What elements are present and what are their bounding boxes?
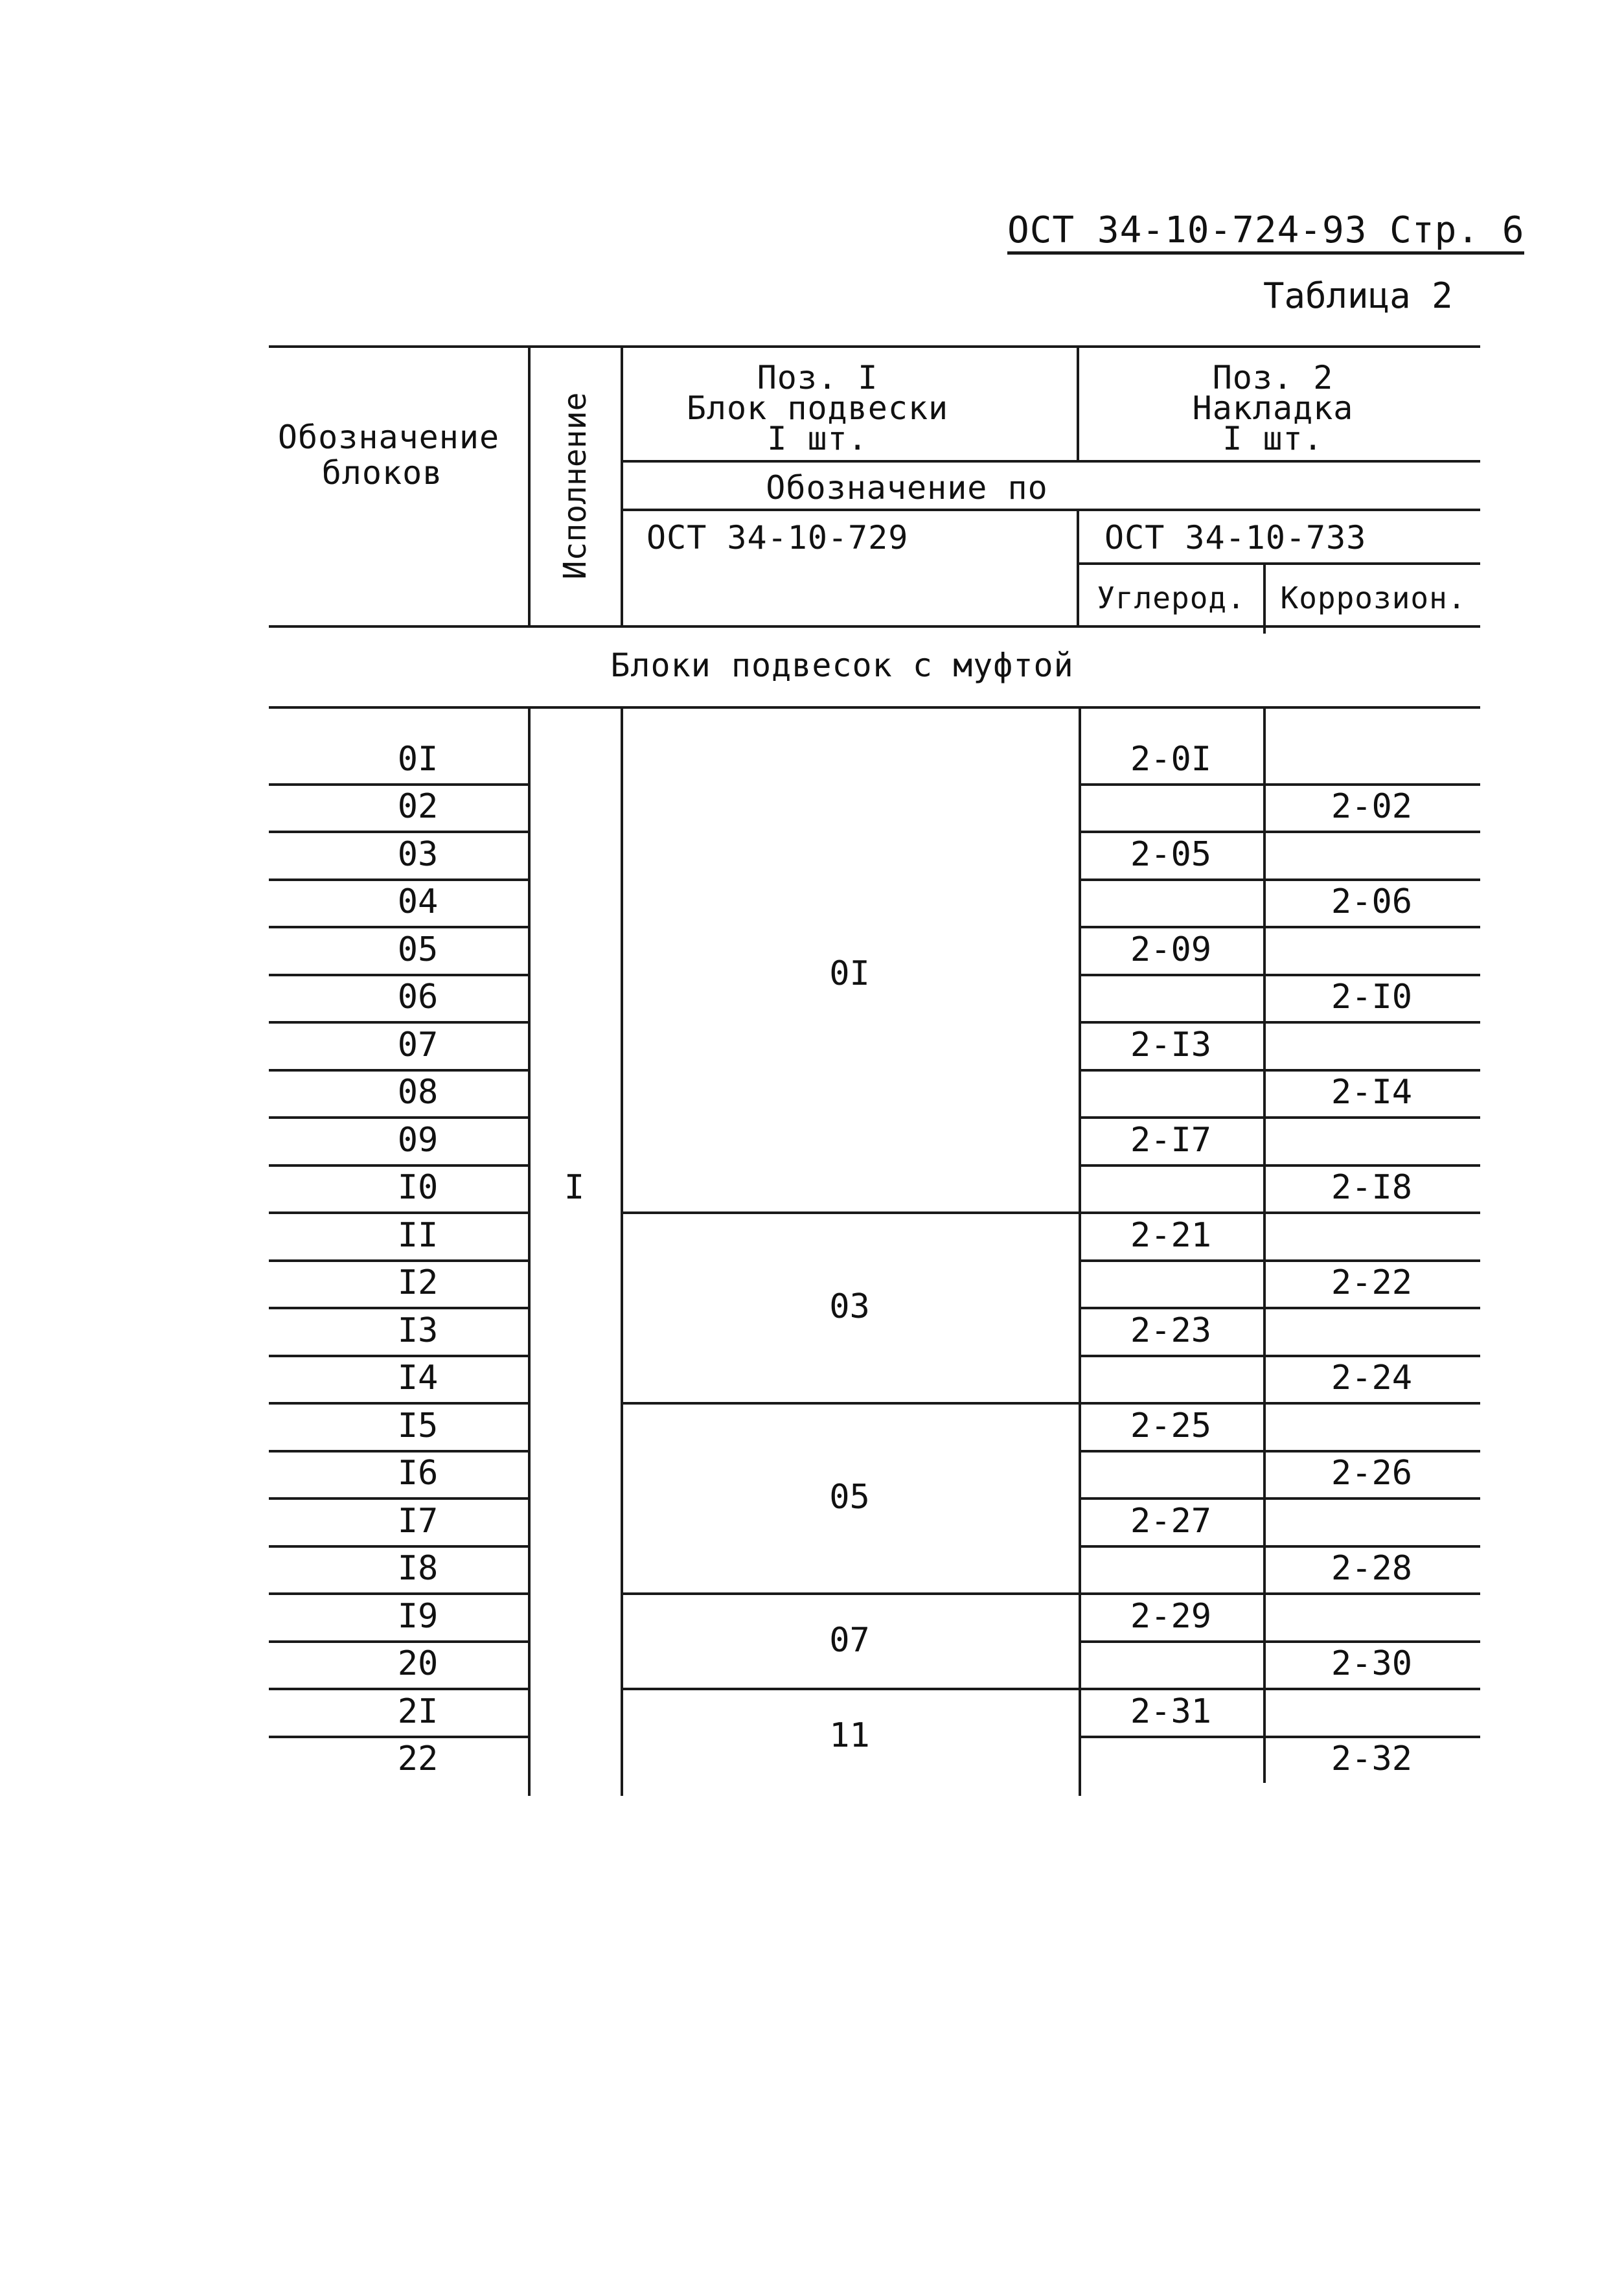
group-rule	[621, 1592, 1079, 1595]
header-rule-2	[622, 509, 1480, 511]
pos1-group-label: 03	[829, 1287, 870, 1326]
row-rule-pos2	[1079, 1259, 1480, 1262]
row-rule-pos2	[1079, 1497, 1480, 1500]
block-designation: 0I	[397, 739, 439, 779]
row-rule-block	[269, 1164, 528, 1167]
block-designation: I2	[397, 1263, 439, 1303]
carbon-value: 2-23	[1130, 1311, 1212, 1350]
carbon-value: 2-I7	[1130, 1120, 1212, 1160]
pos1-line2: Блок подвески	[686, 389, 949, 427]
block-designation: 07	[397, 1025, 439, 1064]
execution-value: I	[564, 1168, 585, 1208]
row-rule-pos2	[1079, 783, 1480, 786]
header-top-rule	[269, 345, 1480, 348]
row-rule-block	[269, 1450, 528, 1453]
row-rule-block	[269, 1736, 528, 1738]
corrosion-value: 2-32	[1331, 1740, 1413, 1779]
section-title: Блоки подвесок с муфтой	[610, 647, 1074, 684]
corrosion-value: 2-06	[1331, 882, 1413, 922]
header-rule-1	[622, 460, 1480, 463]
block-designation: I9	[397, 1596, 439, 1636]
row-rule-pos2	[1079, 1545, 1480, 1548]
block-designation: I3	[397, 1311, 439, 1350]
row-rule-pos2	[1079, 878, 1480, 881]
row-rule-pos2	[1079, 1355, 1480, 1357]
header-divider-3	[1077, 345, 1079, 460]
row-rule-pos2	[1079, 1402, 1480, 1405]
body-divider-pos1	[621, 706, 623, 1796]
pos1-group-label: 07	[829, 1620, 870, 1660]
pos2-line3: I шт.	[1222, 420, 1323, 457]
carbon-value: 2-09	[1130, 930, 1212, 969]
row-rule-block	[269, 1688, 528, 1690]
block-designation: 2I	[397, 1692, 439, 1731]
block-designation: 22	[397, 1740, 439, 1779]
block-designation: 09	[397, 1120, 439, 1160]
corrosion-value: 2-I8	[1331, 1168, 1413, 1208]
row-rule-pos2	[1079, 1116, 1480, 1119]
block-designation: I0	[397, 1168, 439, 1208]
header-bottom-rule	[269, 625, 1480, 628]
block-designation: II	[397, 1215, 439, 1255]
row-rule-pos2	[1079, 1211, 1480, 1214]
standard-pos2: ОСТ 34-10-733	[1104, 519, 1367, 557]
pos2-line1: Поз. 2	[1212, 359, 1334, 396]
header-divider-2	[621, 345, 623, 625]
block-designation: 04	[397, 882, 439, 922]
carbon-value: 2-05	[1130, 834, 1212, 874]
row-rule-pos2	[1079, 1592, 1480, 1595]
pos1-group-label: 11	[829, 1716, 870, 1755]
body-divider-exec	[528, 706, 531, 1796]
block-designation: 03	[397, 834, 439, 874]
header-divider-1	[528, 345, 531, 625]
row-rule-pos2	[1079, 1450, 1480, 1453]
corrosion-value: 2-24	[1331, 1359, 1413, 1398]
corrosion-value: 2-I4	[1331, 1073, 1413, 1112]
row-rule-pos2	[1079, 1164, 1480, 1167]
row-rule-block	[269, 1497, 528, 1500]
row-rule-block	[269, 1021, 528, 1024]
row-rule-pos2	[1079, 1736, 1480, 1738]
pos1-line1: Поз. I	[757, 359, 878, 396]
row-rule-block	[269, 1259, 528, 1262]
corrosion-value: 2-30	[1331, 1644, 1413, 1684]
row-rule-pos2	[1079, 1688, 1480, 1690]
carbon-value: 2-21	[1130, 1215, 1212, 1255]
block-designation: I7	[397, 1501, 439, 1541]
carbon-value: 2-25	[1130, 1406, 1212, 1445]
standard-pos1: ОСТ 34-10-729	[646, 519, 909, 557]
col-execution: Исполнение	[557, 392, 593, 580]
row-rule-block	[269, 1307, 528, 1309]
block-designation: 08	[397, 1073, 439, 1112]
carbon-value: 2-29	[1130, 1596, 1212, 1636]
row-rule-block	[269, 1116, 528, 1119]
corrosion-value: 2-22	[1331, 1263, 1413, 1303]
col-designation-line1: Обозначение	[277, 419, 500, 456]
row-rule-block	[269, 926, 528, 928]
block-designation: 02	[397, 787, 439, 827]
row-rule-pos2	[1079, 974, 1480, 976]
table-label: Таблица 2	[1263, 275, 1453, 316]
pos1-group-label: 0I	[829, 954, 870, 993]
row-rule-block	[269, 1592, 528, 1595]
row-rule-block	[269, 1355, 528, 1357]
row-rule-block	[269, 1640, 528, 1643]
sub-carbon: Углерод.	[1097, 580, 1246, 615]
body-divider-carbon	[1079, 706, 1081, 1796]
pos2-line2: Накладка	[1192, 389, 1354, 427]
header-rule-3	[1079, 562, 1480, 565]
row-rule-block	[269, 878, 528, 881]
group-rule	[621, 1402, 1079, 1405]
row-rule-pos2	[1079, 1069, 1480, 1072]
block-designation: I4	[397, 1359, 439, 1398]
row-rule-pos2	[1079, 831, 1480, 833]
block-designation: I5	[397, 1406, 439, 1445]
row-rule-block	[269, 1211, 528, 1214]
sub-corrosion: Коррозион.	[1280, 580, 1467, 615]
header-divider-5	[1263, 562, 1266, 634]
row-rule-block	[269, 783, 528, 786]
corrosion-value: 2-28	[1331, 1549, 1413, 1589]
designation-by: Обозначение по	[766, 469, 1048, 507]
block-designation: 06	[397, 978, 439, 1017]
block-designation: 20	[397, 1644, 439, 1684]
corrosion-value: 2-I0	[1331, 978, 1413, 1017]
carbon-value: 2-27	[1130, 1501, 1212, 1541]
group-rule	[621, 1211, 1079, 1214]
row-rule-pos2	[1079, 926, 1480, 928]
block-designation: 05	[397, 930, 439, 969]
row-rule-block	[269, 1402, 528, 1405]
row-rule-pos2	[1079, 1021, 1480, 1024]
body-divider-corrosion	[1263, 706, 1266, 1783]
carbon-value: 2-31	[1130, 1692, 1212, 1731]
row-rule-block	[269, 1069, 528, 1072]
row-rule-block	[269, 1545, 528, 1548]
header-divider-4	[1077, 509, 1079, 625]
carbon-value: 2-0I	[1130, 739, 1212, 779]
row-rule-block	[269, 974, 528, 976]
group-rule	[621, 1688, 1079, 1690]
block-designation: I8	[397, 1549, 439, 1589]
carbon-value: 2-I3	[1130, 1025, 1212, 1064]
block-designation: I6	[397, 1454, 439, 1493]
body-top-rule	[269, 706, 1480, 709]
corrosion-value: 2-02	[1331, 787, 1413, 827]
pos1-group-label: 05	[829, 1478, 870, 1517]
row-rule-pos2	[1079, 1640, 1480, 1643]
col-designation-line2: блоков	[321, 454, 443, 492]
document-code: ОСТ 34-10-724-93 Стр. 6	[1007, 212, 1524, 255]
row-rule-block	[269, 831, 528, 833]
corrosion-value: 2-26	[1331, 1454, 1413, 1493]
row-rule-pos2	[1079, 1307, 1480, 1309]
pos1-line3: I шт.	[767, 420, 868, 457]
